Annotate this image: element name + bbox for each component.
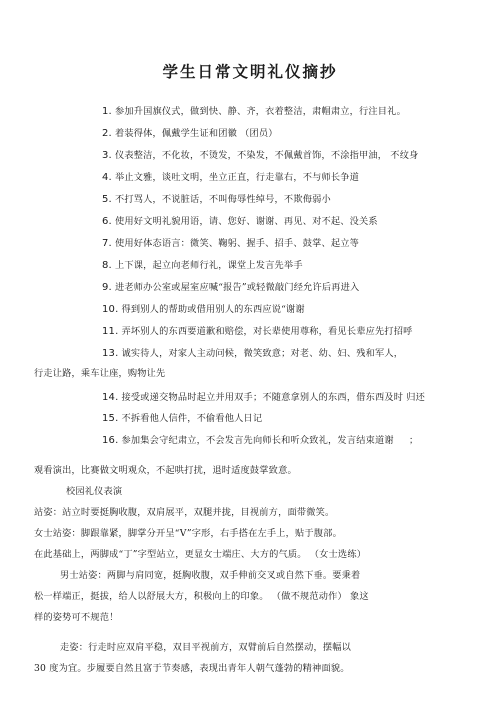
list-item	[102, 171, 359, 184]
item-text: 进老师办公室或屋室应喊“报告”或轻微敲门经允许后再进入	[114, 282, 360, 293]
item-text: 接受或递交物品时起立并用双手；不随意拿别人的东西，借东西及时 归还	[121, 392, 426, 403]
item-number: 5.	[102, 194, 112, 205]
item-number: 8.	[102, 260, 112, 271]
list-item	[102, 215, 378, 228]
item-number: 1.	[102, 106, 112, 117]
list-item	[102, 303, 305, 316]
item-text: 参加集会守纪肃立，不会发言先向师长和听众致礼，发言结束道谢	[121, 435, 394, 446]
item-text: 着装得体，佩戴学生证和团徽 （团员）	[114, 128, 278, 139]
page-title: 学生日常文明礼仪摘抄	[162, 62, 338, 81]
list-item	[102, 259, 303, 272]
item-number: 10.	[102, 304, 119, 315]
paragraph: 观看演出，比赛做文明观众，不起哄打扰，退时适度鼓掌致意。	[34, 465, 297, 476]
item-number: 16.	[102, 435, 119, 446]
item-number: 13.	[102, 348, 119, 359]
list-item	[102, 237, 359, 250]
item-tail-punctuation: ；	[409, 435, 419, 446]
list-item	[102, 347, 403, 360]
list-item	[102, 105, 406, 118]
item-text: 不拆看他人信件，不偷看他人日记	[121, 413, 263, 424]
list-item	[102, 149, 418, 162]
item-text: 诚实待人，对家人主动问候，微笑致意；对老、幼、妇、残和军人，	[121, 348, 404, 359]
item-number: 15.	[102, 413, 119, 424]
item-text: 举止文雅，谈吐文明，坐立正直，行走靠右，不与师长争道	[114, 172, 360, 183]
item-number: 2.	[102, 128, 112, 139]
item-number: 3.	[102, 150, 112, 161]
list-item	[102, 434, 394, 447]
list-item-continuation	[34, 367, 165, 380]
item-text: 使用好体态语言：微笑、鞠躬、握手、招手、鼓掌、起立等	[114, 238, 360, 249]
item-text: 行走让路，乘车让座，购物让先	[34, 368, 166, 379]
paragraph: 在此基础上，两脚成“丁”字型站立，更显女士端庄、大方的气质。 （女士选练）	[34, 549, 367, 560]
paragraph: 男士站姿：两脚与肩同宽，挺胸收腹，双手伸前交叉或自然下垂。要秉着	[60, 570, 361, 581]
item-number: 14.	[102, 392, 119, 403]
item-number: 11.	[102, 326, 119, 337]
item-text: 上下课，起立向老师行礼，课堂上发言先举手	[114, 260, 303, 271]
item-text: 弄坏别人的东西要道歉和赔偿，对长辈使用尊称，看见长辈应先打招呼	[121, 326, 413, 337]
item-text: 得到别人的帮助或借用别人的东西应说“谢谢	[121, 304, 305, 315]
paragraph: 样的姿势可不规范！	[34, 612, 119, 623]
item-text: 仪表整洁，不化妆，不烫发，不染发，不佩戴首饰，不涂指甲油， 不纹身	[114, 150, 419, 161]
paragraph: 松一样端正，挺拔，给人以舒展大方，积极向上的印象。 （做不规范动作） 象这	[34, 591, 369, 602]
item-text: 使用好文明礼貌用语，请、您好、谢谢、再见、对不起、没关系	[114, 216, 378, 227]
item-number: 7.	[102, 238, 112, 249]
item-number: 4.	[102, 172, 112, 183]
list-item	[102, 193, 331, 206]
paragraph: 站姿：站立时要挺胸收腹，双肩展平，双腿并拢，目视前方，面带微笑。	[34, 507, 335, 518]
paragraph: 女士站姿：脚跟靠紧，脚掌分开呈“V”字形，右手搭在左手上，贴于腹部。	[34, 528, 342, 539]
paragraph: 走姿：行走时应双肩平稳，双目平视前方，双臂前后自然摆动，摆幅以	[60, 642, 352, 653]
section-heading: 校园礼仪表演	[66, 486, 123, 497]
list-item	[102, 412, 262, 425]
list-item	[102, 281, 359, 294]
item-number: 6.	[102, 216, 112, 227]
item-text: 参加升国旗仪式，做到快、静、齐，衣着整洁，肃帽肃立，行注目礼。	[114, 106, 406, 117]
list-item	[102, 127, 278, 140]
item-number: 9.	[102, 282, 112, 293]
list-item	[102, 391, 425, 404]
item-text: 不打骂人，不说脏话，不叫侮辱性绰号，不欺侮弱小	[114, 194, 331, 205]
list-item	[102, 325, 413, 338]
paragraph: 30 度为宜。步履要自然且富于节奏感，表现出青年人朝气蓬勃的精神面貌。	[34, 663, 350, 674]
